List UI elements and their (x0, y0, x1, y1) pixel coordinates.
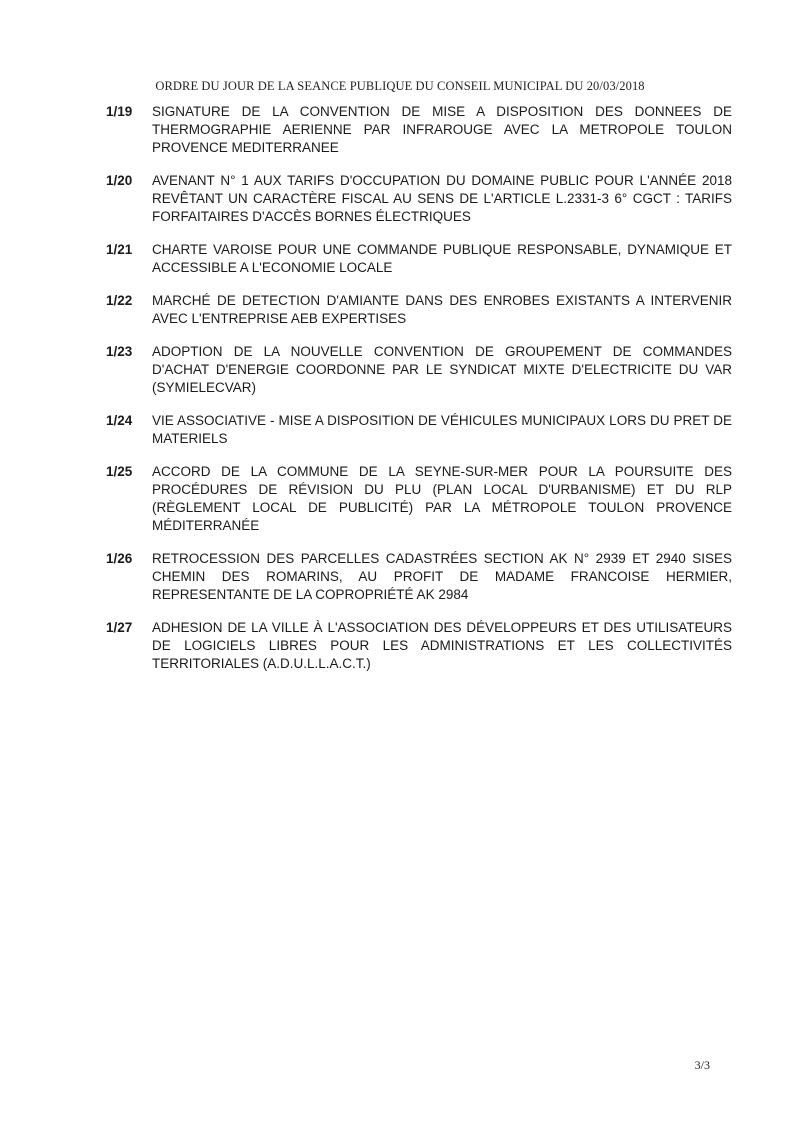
agenda-item (106, 550, 732, 604)
agenda-item-number: 1/21 (106, 242, 133, 257)
agenda-item-number: 1/22 (106, 293, 133, 308)
agenda-item-number: 1/25 (106, 464, 133, 479)
agenda-item-text: RETROCESSION DES PARCELLES CADASTRÉES SECTION AK N° 2939 ET 2940 SISES CHEMIN DES ROMARINS, AU PROFIT DE MADAME FRANCOISE HERMIER, REPRESENTANTE DE LA COPROPRIÉTÉ AK 2984 (152, 551, 732, 602)
agenda-item-number: 1/23 (106, 344, 133, 359)
agenda-item (106, 463, 732, 535)
agenda-item-number: 1/24 (106, 413, 133, 428)
agenda-item-text: ACCORD DE LA COMMUNE DE LA SEYNE-SUR-MER POUR LA POURSUITE DES PROCÉDURES DE RÉVISION DU PLU (PLAN LOCAL D'URBANISME) ET DU RLP (RÈGLEMENT LOCAL DE PUBLICITÉ) PAR LA MÉTROPOLE TOULON PROVENCE MÉDITERRANÉE (152, 464, 732, 533)
agenda-item-number: 1/26 (106, 551, 133, 566)
agenda-item (106, 412, 732, 448)
agenda-item (106, 172, 732, 226)
agenda-item (106, 619, 732, 673)
agenda-item-number: 1/19 (106, 104, 133, 119)
agenda-item (106, 343, 732, 397)
agenda-item-text: MARCHÉ DE DETECTION D'AMIANTE DANS DES ENROBES EXISTANTS A INTERVENIR AVEC L'ENTREPRISE AEB EXPERTISES (152, 293, 732, 326)
agenda-item-text: ADOPTION DE LA NOUVELLE CONVENTION DE GROUPEMENT DE COMMANDES D'ACHAT D'ENERGIE COORDONNE PAR LE SYNDICAT MIXTE D'ELECTRICITE DU VAR (SYMIELECVAR) (152, 344, 732, 395)
agenda-list (106, 103, 732, 688)
agenda-item (106, 241, 732, 277)
agenda-item (106, 292, 732, 328)
agenda-item-text: AVENANT N° 1 AUX TARIFS D'OCCUPATION DU DOMAINE PUBLIC POUR L'ANNÉE 2018 REVÊTANT UN CARACTÈRE FISCAL AU SENS DE L'ARTICLE L.2331-3 6° CGCT : TARIFS FORFAITAIRES D'ACCÈS BORNES ÉLECTRIQUES (152, 173, 732, 224)
agenda-item-text: SIGNATURE DE LA CONVENTION DE MISE A DISPOSITION DES DONNEES DE THERMOGRAPHIE AERIENNE PAR INFRAROUGE AVEC LA METROPOLE TOULON PROVENCE MEDITERRANEE (152, 104, 732, 155)
agenda-item-text: ADHESION DE LA VILLE À L'ASSOCIATION DES DÉVELOPPEURS ET DES UTILISATEURS DE LOGICIELS LIBRES POUR LES ADMINISTRATIONS ET LES COLLECTIVITÉS TERRITORIALES (A.D.U.L.L.A.C.T.) (152, 620, 732, 671)
page-title: ORDRE DU JOUR DE LA SEANCE PUBLIQUE DU CONSEIL MUNICIPAL DU 20/03/2018 (155, 79, 645, 93)
agenda-item-number: 1/27 (106, 620, 133, 635)
agenda-item-number: 1/20 (106, 173, 133, 188)
agenda-item-text: CHARTE VAROISE POUR UNE COMMANDE PUBLIQUE RESPONSABLE, DYNAMIQUE ET ACCESSIBLE A L'ECONOMIE LOCALE (152, 242, 732, 275)
agenda-item (106, 103, 732, 157)
agenda-item-text: VIE ASSOCIATIVE - MISE A DISPOSITION DE VÉHICULES MUNICIPAUX LORS DU PRET DE MATERIELS (152, 413, 732, 446)
page-number: 3/3 (694, 1058, 710, 1072)
